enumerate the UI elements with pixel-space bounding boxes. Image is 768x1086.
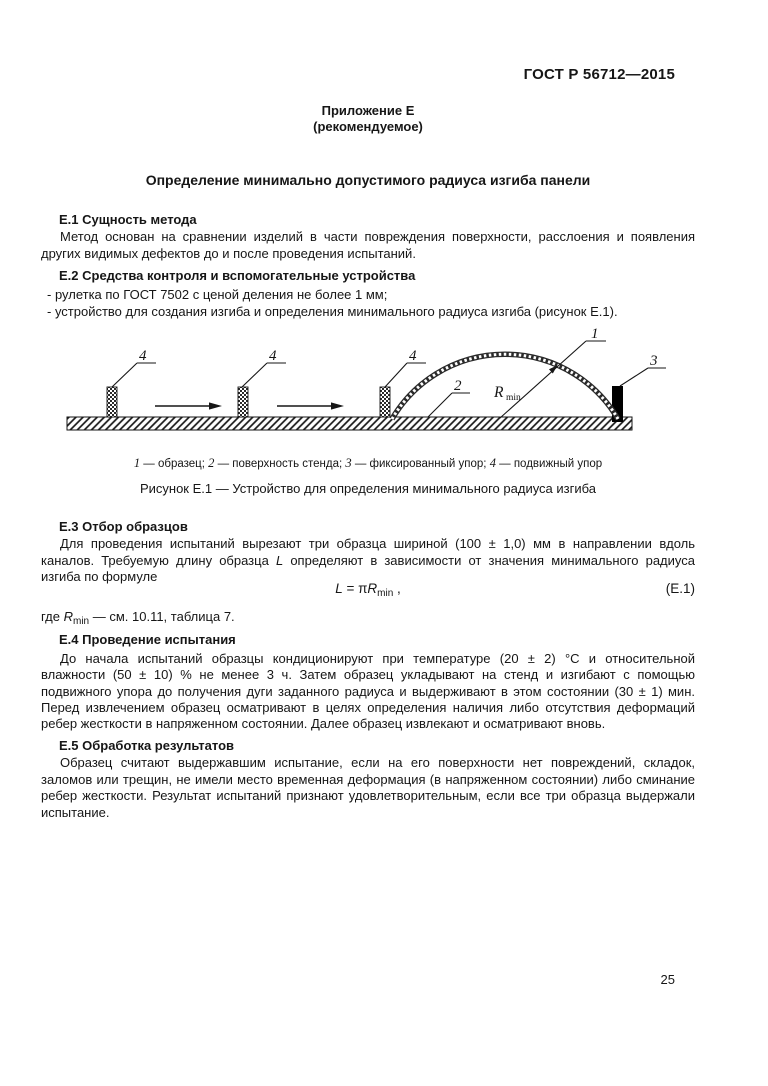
- callout-surface-label: 2: [454, 378, 462, 394]
- figure-caption: 1 — образец; 2 — поверхность стенда; 3 — фиксированный упор; 4 — подвижный упор: [133, 456, 603, 470]
- radius-r-sub: min: [506, 393, 521, 403]
- move-arrow-1: [155, 402, 222, 409]
- section-e4-heading: Е.4 Проведение испытания: [59, 632, 236, 647]
- formula-where: где $R_{min}$ — см. 10.11, таблица 7.: [41, 609, 235, 627]
- callout-movable-stop-1: [112, 348, 156, 387]
- figure-e1-diagram: [0, 322, 768, 440]
- section-e1-body: Метод основан на сравнении изделий в части повреждения поверхности, расслоения и появления других видимых дефектов до и после проведения испытаний.: [41, 229, 695, 261]
- section-e1-heading: Е.1 Сущность метода: [59, 212, 197, 227]
- formula-e1: [41, 581, 695, 599]
- callout-movable-stop-label: 4: [269, 348, 277, 364]
- list-item: - рулетка по ГОСТ 7502 с ценой деления не более 1 мм;: [47, 287, 388, 302]
- section-e2-list: [41, 286, 701, 320]
- callout-specimen: [586, 326, 606, 342]
- callout-movable-stop-label: 4: [139, 348, 147, 364]
- callout-movable-stop-3: [385, 348, 426, 387]
- page-title: Определение минимально допустимого радиуса изгиба панели: [145, 172, 591, 188]
- appendix-header: [41, 103, 695, 134]
- radius-r: R: [494, 384, 504, 401]
- figure-label: Рисунок Е.1 — Устройство для определения минимального радиуса изгиба: [139, 481, 597, 496]
- page-number: 25: [660, 972, 675, 987]
- arrow-head-icon: [209, 402, 222, 409]
- variable-L: L: [275, 552, 284, 568]
- variable-R: R: [63, 609, 73, 624]
- section-e5-heading: Е.5 Обработка результатов: [59, 738, 234, 753]
- move-arrow-2: [277, 402, 344, 409]
- arrow-head-icon: [331, 402, 344, 409]
- formula-number: (Е.1): [665, 581, 695, 596]
- callout-movable-stop-2: [242, 348, 286, 387]
- appendix-type: (рекомендуемое): [313, 118, 423, 134]
- movable-stop-2: [238, 387, 248, 417]
- appendix-label: Приложение Е: [321, 103, 415, 118]
- section-e3-body: Для проведения испытаний вырезают три образца шириной (100 ± 1,0) мм в направлении вдоль каналов. Требуемую длину образца L определяют в зависимости от значения минимального радиуса изгиба по формуле: [41, 536, 695, 584]
- callout-fixed-stop: [620, 353, 666, 386]
- callout-specimen-label: 1: [591, 326, 599, 342]
- section-e4-body: До начала испытаний образцы кондиционируют при температуре (20 ± 2) °С и относительной влажности (50 ± 10) % не менее 3 ч. Затем образец укладывают на стенд и изгибают с помощью подвижного упора до получения дуги заданного радиуса и выдерживают в этом состоянии (30 ± 1) мин. Перед извлечением образец осматривают в целях определения наличия либо отсутствия деформаций ребер жесткости в напряженном состоянии. Далее образец извлекают и осматривают вновь.: [41, 651, 695, 732]
- specimen-arch: [392, 354, 618, 419]
- stand-surface: [67, 417, 632, 430]
- movable-stop-3: [380, 387, 390, 417]
- callout-fixed-stop-label: 3: [650, 353, 658, 369]
- list-item: - устройство для создания изгиба и определения минимального радиуса изгиба (рисунок Е.1).: [47, 304, 618, 319]
- callout-movable-stop-label: 4: [409, 348, 417, 364]
- formula-expression: $L = \pi R_{min}$ ,: [335, 581, 401, 599]
- section-e3-heading: Е.3 Отбор образцов: [59, 519, 188, 534]
- callout-surface: [428, 378, 470, 417]
- movable-stop-1: [107, 387, 117, 417]
- radius-label: [493, 384, 521, 403]
- section-e5-body: Образец считают выдержавшим испытание, если на его поверхности нет повреждений, складок, заломов или трещин, не имели место временная деформация (в напряженном состоянии) либо сминание ребер жесткости. Результат испытаний признают удовлетворительным, если все три образца выдержали испытание.: [41, 755, 695, 820]
- doc-number: ГОСТ Р 56712—2015: [523, 66, 675, 83]
- section-e2-heading: Е.2 Средства контроля и вспомогательные устройства: [59, 268, 416, 283]
